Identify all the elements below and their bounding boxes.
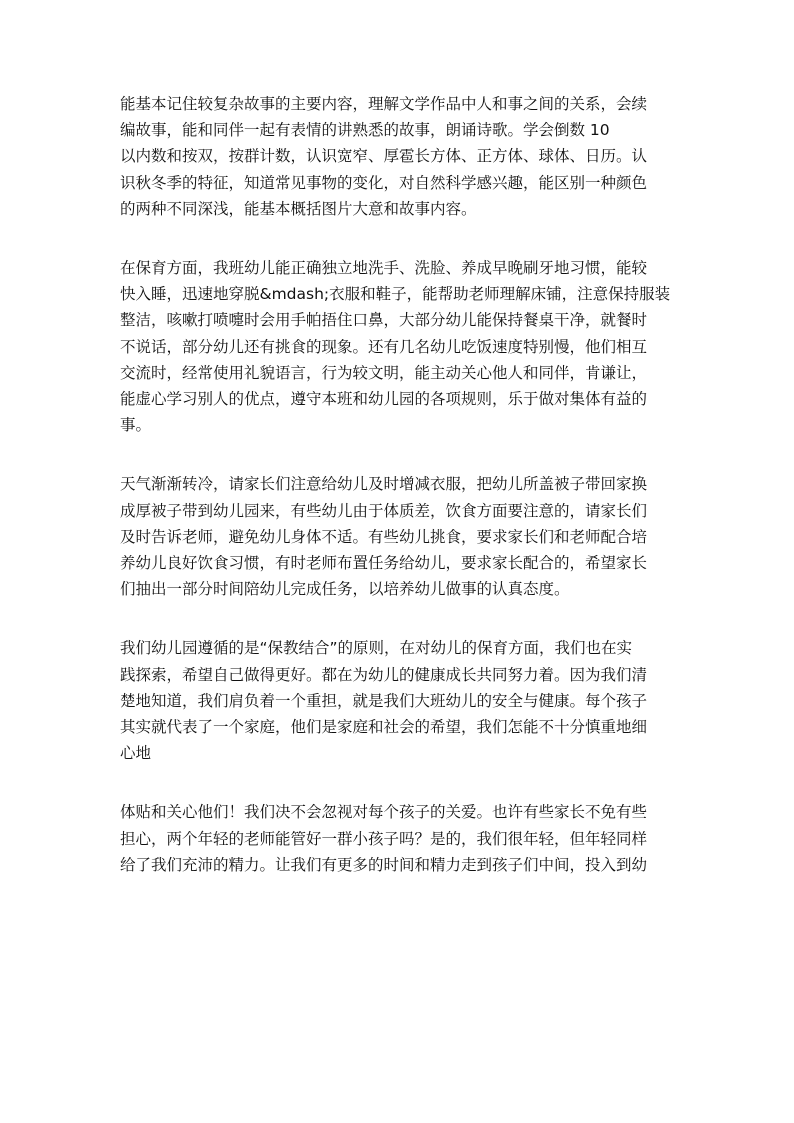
text-line: 的两种不同深浅，能基本概括图片大意和故事内容。: [120, 199, 477, 218]
text-line: 我们幼儿园遵循的是“保教结合”的原则，在对幼儿的保育方面，我们也在实: [120, 639, 633, 658]
text-line: 编故事，能和同伴一起有表情的讲熟悉的故事，朗诵诗歌。学会倒数 10: [120, 121, 610, 140]
text-line: 体贴和关心他们！我们决不会忽视对每个孩子的关爱。也许有些家长不免有些: [120, 803, 648, 822]
text-line: 交流时，经常使用礼貌语言，行为较文明，能主动关心他人和同伴，肯谦让，: [120, 363, 648, 382]
text-line: 不说话，部分幼儿还有挑食的现象。还有几名幼儿吃饭速度特别慢，他们相互: [120, 337, 648, 356]
text-line: 能基本记住较复杂故事的主要内容，理解文学作品中人和事之间的关系，会续: [120, 95, 648, 113]
text-line: 以内数和按双，按群计数，认识宽窄、厚雹长方体、正方体、球体、日历。认: [120, 147, 648, 166]
text-line: 快入睡，迅速地穿脱&mdash;衣服和鞋子，能帮助老师理解床铺，注意保持服装: [120, 285, 671, 304]
text-line: 在保育方面，我班幼儿能正确独立地洗手、洗脸、养成早晚刷牙地习惯，能较: [120, 259, 648, 278]
text-line: 们抽出一部分时间陪幼儿完成任务，以培养幼儿做事的认真态度。: [120, 580, 570, 599]
text-line: 事。: [120, 416, 152, 435]
document-body: [120, 91, 680, 911]
text-line: 能虚心学习别人的优点，遵守本班和幼儿园的各项规则，乐于做对集体有益的: [120, 390, 648, 409]
text-line: 其实就代表了一个家庭，他们是家庭和社会的希望，我们怎能不十分慎重地细: [120, 718, 648, 737]
paragraph: [120, 799, 680, 878]
paragraph: [120, 471, 680, 602]
text-line: 楚地知道，我们肩负着一个重担，就是我们大班幼儿的安全与健康。每个孩子: [120, 691, 648, 710]
paragraph: [120, 635, 680, 766]
paragraph: [120, 255, 680, 438]
text-line: 心地: [120, 744, 152, 763]
text-line: 给了我们充沛的精力。让我们有更多的时间和精力走到孩子们中间，投入到幼: [120, 855, 648, 874]
text-line: 整洁，咳嗽打喷嚏时会用手帕捂住口鼻，大部分幼儿能保持餐桌干净，就餐时: [120, 311, 648, 330]
text-line: 养幼儿良好饮食习惯，有时老师布置任务给幼儿，要求家长配合的，希望家长: [120, 554, 648, 573]
text-line: 成厚被子带到幼儿园来，有些幼儿由于体质差，饮食方面要注意的，请家长们: [120, 501, 648, 520]
text-line: 天气渐渐转冷，请家长们注意给幼儿及时增减衣服，把幼儿所盖被子带回家换: [120, 475, 648, 494]
text-line: 践探索，希望自己做得更好。都在为幼儿的健康成长共同努力着。因为我们清: [120, 665, 648, 684]
text-line: 担心，两个年轻的老师能管好一群小孩子吗？是的，我们很年轻，但年轻同样: [120, 829, 648, 848]
text-line: 及时告诉老师，避免幼儿身体不适。有些幼儿挑食，要求家长们和老师配合培: [120, 527, 648, 546]
text-line: 识秋冬季的特征，知道常见事物的变化，对自然科学感兴趣，能区别一种颜色: [120, 173, 648, 192]
paragraph: [120, 91, 680, 222]
